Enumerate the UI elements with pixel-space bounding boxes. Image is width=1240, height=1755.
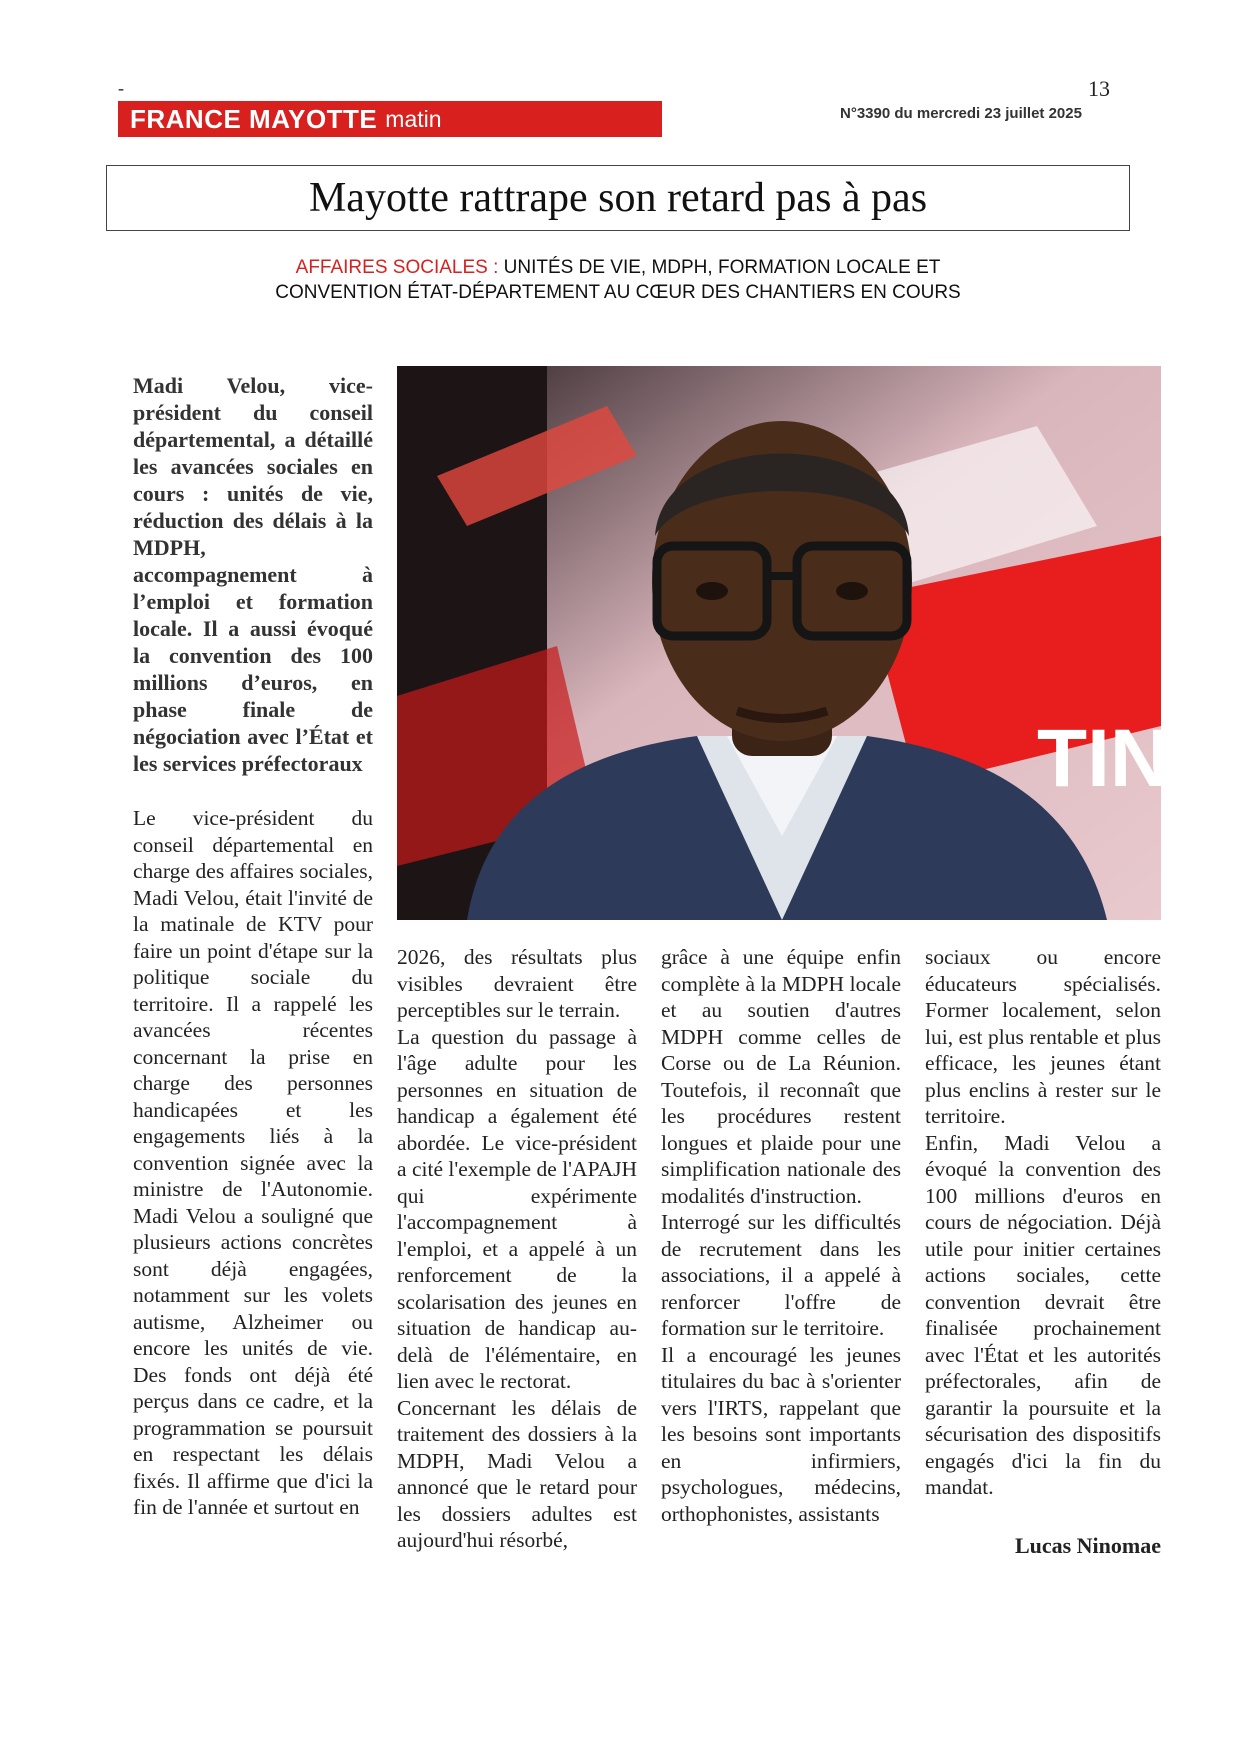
- article-title-box: [106, 165, 1130, 231]
- article-column-3: [661, 944, 901, 1527]
- column-3-paragraph-3: Il a encouragé les jeunes titulaires du bac à s'orienter vers l'IRTS, rappelant que les besoins sont importants en infirmiers, psychologues, médecins, orthophonistes, assistants: [661, 1342, 901, 1526]
- article-subtitle: [106, 255, 1130, 305]
- portrait-illustration: [397, 366, 1229, 920]
- rubric-label: AFFAIRES SOCIALES :: [295, 257, 499, 278]
- column-3-paragraph-2: Interrogé sur les difficultés de recrutement dans les associations, il a appelé à renforcer l'offre de formation sur le territoire.: [661, 1210, 901, 1340]
- column-3-paragraph-1: grâce à une équipe enfin complète à la MDPH locale et au soutien d'autres MDPH comme celles de Corse ou de La Réunion. Toutefois, il reconnaît que les procédures restent longues et plaide pour une simplification nationale des modalités d'instruction.: [661, 945, 901, 1208]
- subtitle-line-1: [106, 255, 1130, 280]
- column-4-paragraph-1: sociaux ou encore éducateurs spécialisés. Former localement, selon lui, est plus rentable et plus efficace, les jeunes étant plus enclins à rester sur le territoire.: [925, 945, 1161, 1128]
- portrait-photo: [397, 366, 1229, 920]
- subtitle-line-2: CONVENTION ÉTAT-DÉPARTEMENT AU CŒUR DES CHANTIERS EN COURS: [275, 282, 961, 303]
- article-title: Mayotte rattrape son retard pas à pas: [308, 175, 928, 221]
- masthead-name: FRANCE MAYOTTE: [130, 103, 378, 134]
- issue-info: N°3390 du mercredi 23 juillet 2025: [840, 105, 1082, 122]
- masthead-banner: [118, 101, 662, 137]
- column-2-paragraph-2: La question du passage à l'âge adulte pour les personnes en situation de handicap a également été abordée. Le vice-président a cité l'exemple de l'APAJH qui expérimente l'accompagnement à l'emploi, et a appelé à un renforcement de la scolarisation des jeunes en situation de handicap au-delà de l'élémentaire, en lien avec le rectorat.: [397, 1024, 637, 1393]
- masthead-sub: matin: [385, 105, 442, 132]
- article-lead: Madi Velou, vice-président du conseil départemental, a détaillé les avancées sociales en cours : unités de vie, réduction des délais à la MDPH, accompagnement à l’emploi et formation locale. Il a aussi évoqué la convention des 100 millions d’euros, en phase finale de négociation avec l’État et les services préfectoraux: [133, 373, 373, 776]
- header-dash: -: [118, 78, 124, 98]
- column-4-paragraph-2: Enfin, Madi Velou a évoqué la convention des 100 millions d'euros en cours de négociation. Déjà utile pour initier certaines actions sociales, cette convention devrait être finalisée prochainement avec l'État et les autorités préfectorales, afin de garantir la poursuite et la sécurisation des dispositifs engagés d'ici la fin du mandat.: [925, 1130, 1161, 1499]
- subtitle-text-1: UNITÉS DE VIE, MDPH, FORMATION LOCALE ET: [503, 257, 941, 278]
- column-2-paragraph-3: Concernant les délais de traitement des dossiers à la MDPH, Madi Velou a annoncé que le retard pour les dossiers adultes est aujourd'hui résorbé,: [397, 1395, 637, 1552]
- column-1-text: Le vice-président du conseil départemental en charge des affaires sociales, Madi Velou, était l'invité de la matinale de KTV pour faire un point d'étape sur la politique sociale du territoire. Il a rappelé les avancées récentes concernant la prise en charge des personnes handicapées et les engagements liés à la convention signée avec la ministre de l'Autonomie. Madi Velou a souligné que plusieurs actions concrètes sont déjà engagées, notamment sur les volets autisme, Alzheimer ou encore les unités de vie. Des fonds ont déjà été perçus dans ce cadre, et la programmation se poursuit en respectant les délais fixés. Il affirme que d'ici la fin de l'année et surtout en: [133, 806, 373, 1519]
- article-column-4: [925, 944, 1161, 1501]
- column-2-paragraph-1: 2026, des résultats plus visibles devraient être perceptibles sur le terrain.: [397, 945, 637, 1022]
- page-number: 13: [1088, 76, 1110, 101]
- article-column-2: [397, 944, 637, 1554]
- backdrop-text: TINA: [1037, 713, 1229, 804]
- article-column-1: [133, 805, 373, 1521]
- article-author: Lucas Ninomae: [1014, 1533, 1161, 1558]
